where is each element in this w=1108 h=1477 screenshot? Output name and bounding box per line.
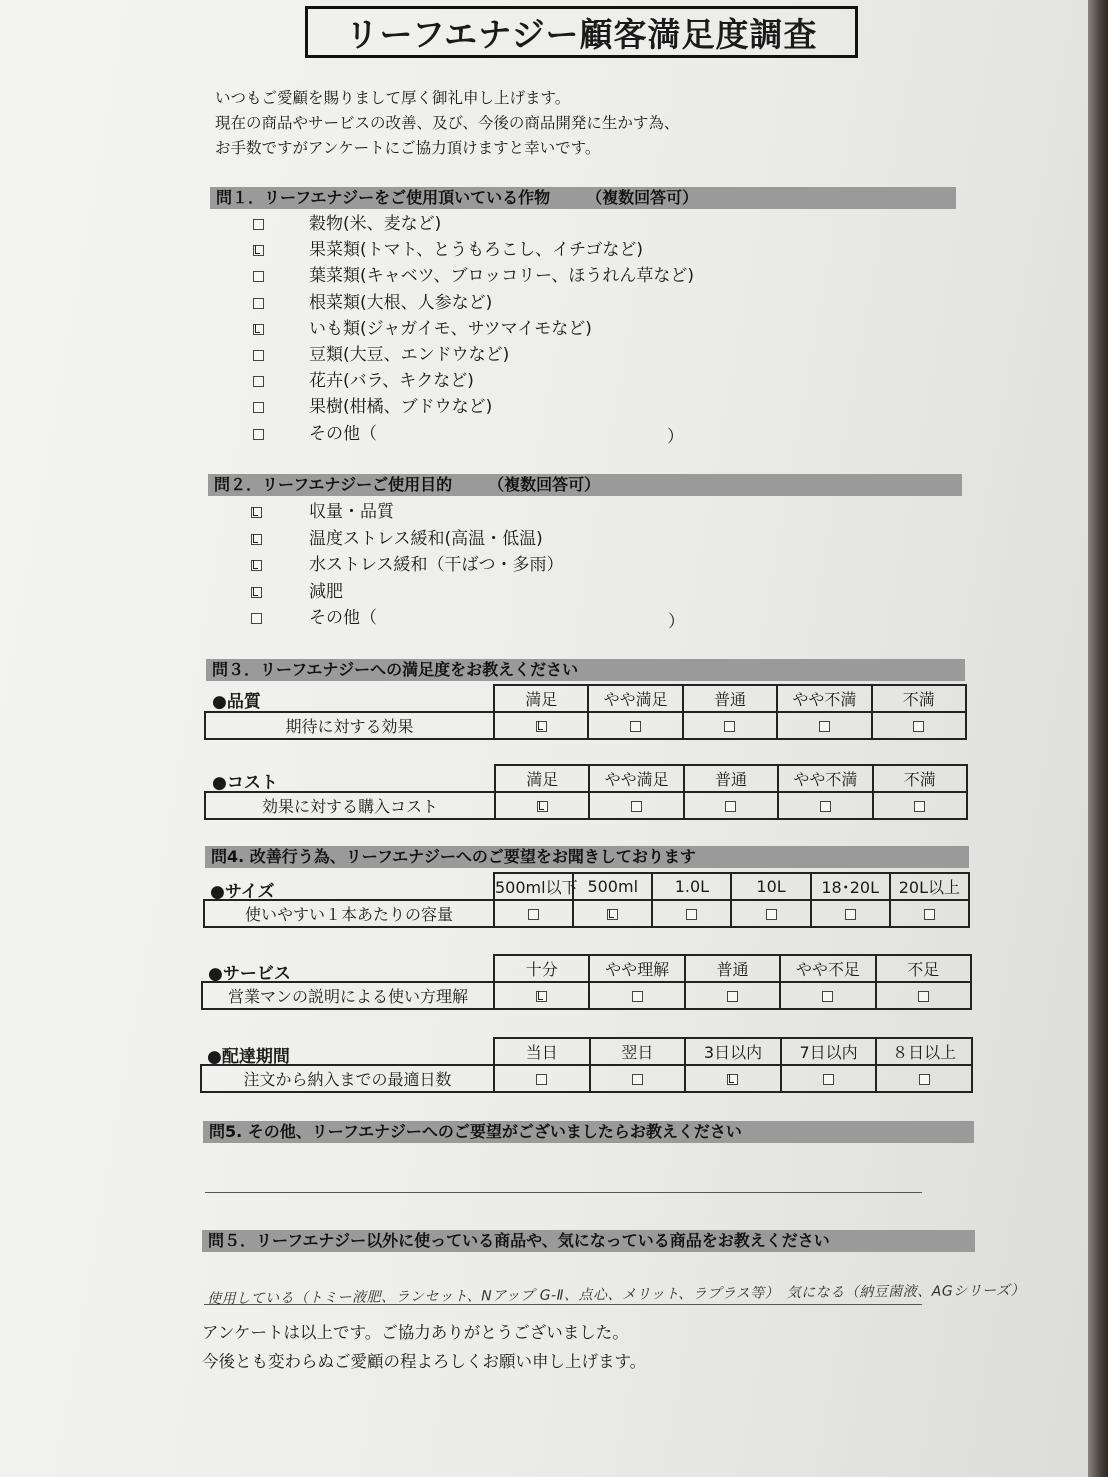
intro-line: 現在の商品やサービスの改善、及び、今後の商品開発に生かす為、 xyxy=(215,114,680,132)
size-choice-cell[interactable] xyxy=(494,900,573,927)
option-label: 花卉(バラ、キクなど) xyxy=(309,371,474,392)
size-choice-checkbox[interactable] xyxy=(924,909,935,920)
option-checkbox[interactable] xyxy=(253,271,264,282)
intro-text xyxy=(215,86,679,161)
size-choice-checkbox-wrap xyxy=(924,909,935,920)
size-choice-cell[interactable] xyxy=(890,900,969,927)
quality-choice-checkbox-wrap xyxy=(536,721,547,732)
cost-choice-cell[interactable] xyxy=(495,792,589,819)
size-column-header: 500ml xyxy=(573,873,652,900)
size-choice-checkbox[interactable] xyxy=(845,909,856,920)
cost-choice-checkbox-wrap xyxy=(725,801,736,812)
service-choice-checkbox[interactable] xyxy=(536,991,547,1002)
quality-choice-cell[interactable] xyxy=(683,712,777,739)
q2-note: （複数回答可） xyxy=(488,475,601,494)
size-table xyxy=(203,872,970,928)
option-label: 葉菜類(キャベツ、ブロッコリー、ほうれん草など) xyxy=(309,266,695,287)
quality-choice-checkbox-wrap xyxy=(913,721,924,732)
service-choice-checkbox[interactable] xyxy=(918,991,929,1002)
option-checkbox[interactable] xyxy=(253,376,264,387)
option-label: 果菜類(トマト、とうもろこし、イチゴなど) xyxy=(309,240,644,261)
delivery-column-header: ８日以上 xyxy=(876,1038,972,1065)
closing-line: アンケートは以上です。ご協力ありがとうございました。 xyxy=(202,1323,629,1342)
service-row-label: 営業マンの説明による使い方理解 xyxy=(202,982,494,1009)
cost-choice-checkbox[interactable] xyxy=(914,801,925,812)
service-choice-checkbox[interactable] xyxy=(632,991,643,1002)
size-choice-cell[interactable] xyxy=(811,900,890,927)
option-checkbox[interactable] xyxy=(251,587,262,598)
q3-heading: 問３．リーフエナジーへの満足度をお教えください xyxy=(206,659,965,681)
quality-label: ●品質 xyxy=(212,692,261,712)
cost-choice-checkbox-wrap xyxy=(537,801,548,812)
service-choice-cell[interactable] xyxy=(494,982,589,1009)
option-checkbox[interactable] xyxy=(253,245,264,256)
quality-column-header: やや不満 xyxy=(777,685,871,712)
quality-choice-checkbox-wrap xyxy=(630,721,641,732)
q1-heading-text: 問１．リーフエナジーをご使用頂いている作物 xyxy=(216,188,551,207)
option-checkbox[interactable] xyxy=(253,402,264,413)
size-head-blank xyxy=(204,873,494,900)
q1-heading xyxy=(210,187,956,209)
q4-heading: 問4. 改善行う為、リーフエナジーへのご要望をお聞きしております xyxy=(205,846,969,868)
q1-other-close-paren: ） xyxy=(667,427,684,447)
delivery-choice-cell[interactable] xyxy=(876,1065,972,1092)
quality-choice-checkbox[interactable] xyxy=(630,721,641,732)
delivery-choice-cell[interactable] xyxy=(781,1065,877,1092)
delivery-choice-checkbox-wrap xyxy=(919,1074,930,1085)
option-label: いも類(ジャガイモ、サツマイモなど) xyxy=(309,318,592,339)
service-choice-cell[interactable] xyxy=(589,982,684,1009)
quality-choice-cell[interactable] xyxy=(494,712,588,739)
intro-line: いつもご愛顧を賜りまして厚く御礼申し上げます。 xyxy=(215,89,571,107)
delivery-column-header: 翌日 xyxy=(590,1038,686,1065)
option-label: 豆類(大豆、エンドウなど) xyxy=(309,345,510,365)
q2-heading-text: 問２．リーフエナジーご使用目的 xyxy=(214,475,453,494)
option-label: 水ストレス緩和（干ばつ・多雨） xyxy=(309,555,564,575)
q5b-handwritten-answer: 使用している（トミー液肥、ランセット、Nアップ G-Ⅱ、点心、メリット、ラプラス等） 気になる（納豆菌液、AGシリーズ） xyxy=(206,1282,1026,1308)
size-choice-checkbox-wrap xyxy=(528,909,539,920)
size-label: ●サイズ xyxy=(210,882,275,902)
service-head-blank xyxy=(202,955,494,982)
size-choice-checkbox[interactable] xyxy=(607,909,618,920)
cost-column-header: 満足 xyxy=(495,765,589,792)
service-choice-checkbox-wrap xyxy=(632,991,643,1002)
cost-choice-checkbox[interactable] xyxy=(820,801,831,812)
cost-column-header: 不満 xyxy=(873,765,967,792)
delivery-column-header: 当日 xyxy=(494,1038,590,1065)
option-checkbox[interactable] xyxy=(253,429,264,440)
quality-choice-checkbox-wrap xyxy=(819,721,830,732)
delivery-choice-checkbox-wrap xyxy=(727,1074,738,1085)
service-choice-checkbox-wrap xyxy=(822,991,833,1002)
service-choice-checkbox-wrap xyxy=(536,991,547,1002)
option-label: その他（ xyxy=(309,608,377,628)
cost-column-header: やや不満 xyxy=(778,765,872,792)
cost-column-header: 普通 xyxy=(684,765,778,792)
option-checkbox[interactable] xyxy=(253,298,264,309)
delivery-choice-checkbox[interactable] xyxy=(536,1074,547,1085)
cost-choice-cell[interactable] xyxy=(589,792,683,819)
service-choice-checkbox-wrap xyxy=(727,991,738,1002)
cost-choice-checkbox[interactable] xyxy=(537,801,548,812)
cost-table xyxy=(204,764,968,820)
q5b-heading: 問５．リーフエナジー以外に使っている商品や、気になっている商品をお教えください xyxy=(202,1230,975,1252)
option-checkbox[interactable] xyxy=(251,534,262,545)
service-choice-checkbox[interactable] xyxy=(822,991,833,1002)
quality-column-header: やや満足 xyxy=(588,685,682,712)
size-choice-cell[interactable] xyxy=(573,900,652,927)
size-column-header: 20L以上 xyxy=(890,873,969,900)
option-checkbox[interactable] xyxy=(253,219,264,230)
service-choice-checkbox-wrap xyxy=(918,991,929,1002)
closing-line: 今後とも変わらぬご愛顧の程よろしくお願い申し上げます。 xyxy=(202,1352,647,1371)
cost-head-blank xyxy=(205,765,495,792)
size-choice-checkbox-wrap xyxy=(607,909,618,920)
size-column-header: 500ml以下 xyxy=(494,873,573,900)
option-label: 穀物(米、麦など) xyxy=(309,214,442,234)
size-choice-cell[interactable] xyxy=(652,900,731,927)
option-label: 減肥 xyxy=(309,581,343,602)
size-column-header: 1.0L xyxy=(652,873,731,900)
delivery-choice-checkbox[interactable] xyxy=(823,1074,834,1085)
service-column-header: 不足 xyxy=(876,955,971,982)
quality-choice-checkbox-wrap xyxy=(724,721,735,732)
service-column-header: やや理解 xyxy=(589,955,684,982)
cost-choice-cell[interactable] xyxy=(873,792,967,819)
delivery-row-label: 注文から納入までの最適日数 xyxy=(201,1065,494,1092)
delivery-label: ●配達期間 xyxy=(207,1047,290,1067)
delivery-table xyxy=(200,1037,973,1093)
option-label: 根菜類(大根、人参など) xyxy=(309,292,493,313)
intro-line: お手数ですがアンケートにご協力頂けますと幸いです。 xyxy=(215,139,601,157)
service-table xyxy=(201,954,972,1010)
size-choice-checkbox-wrap xyxy=(686,909,697,920)
quality-column-header: 普通 xyxy=(683,685,777,712)
quality-choice-cell[interactable] xyxy=(777,712,871,739)
delivery-choice-checkbox[interactable] xyxy=(727,1074,738,1085)
size-choice-checkbox[interactable] xyxy=(766,909,777,920)
size-choice-checkbox-wrap xyxy=(766,909,777,920)
cost-choice-checkbox[interactable] xyxy=(725,801,736,812)
quality-choice-checkbox[interactable] xyxy=(819,721,830,732)
service-choice-cell[interactable] xyxy=(876,982,971,1009)
option-label: その他（ xyxy=(309,423,377,444)
size-column-header: 18･20L xyxy=(811,873,890,900)
service-choice-cell[interactable] xyxy=(685,982,780,1009)
q5a-heading: 問5. その他、リーフエナジーへのご要望がございましたらお教えください xyxy=(203,1121,974,1143)
option-label: 温度ストレス緩和(高温・低温) xyxy=(309,528,543,549)
q2-heading xyxy=(208,474,962,496)
q1-note: （複数回答可） xyxy=(586,188,699,207)
q2-other-close-paren: ） xyxy=(668,612,685,632)
option-checkbox[interactable] xyxy=(251,560,262,571)
delivery-choice-checkbox-wrap xyxy=(823,1074,834,1085)
service-column-header: 十分 xyxy=(494,955,589,982)
delivery-choice-checkbox-wrap xyxy=(632,1074,643,1085)
cost-choice-checkbox[interactable] xyxy=(631,801,642,812)
delivery-choice-checkbox-wrap xyxy=(536,1074,547,1085)
desk-background xyxy=(1088,0,1108,1477)
cost-choice-cell[interactable] xyxy=(684,792,778,819)
quality-choice-cell[interactable] xyxy=(588,712,682,739)
delivery-choice-cell[interactable] xyxy=(494,1065,590,1092)
quality-row-label: 期待に対する効果 xyxy=(205,712,494,739)
q5b-answer-line[interactable] xyxy=(204,1304,922,1305)
size-row-label: 使いやすい１本あたりの容量 xyxy=(204,900,494,927)
delivery-choice-checkbox[interactable] xyxy=(919,1074,930,1085)
closing-text xyxy=(202,1318,646,1376)
delivery-choice-cell[interactable] xyxy=(590,1065,686,1092)
cost-row-label: 効果に対する購入コスト xyxy=(205,792,495,819)
quality-choice-checkbox[interactable] xyxy=(724,721,735,732)
service-choice-checkbox[interactable] xyxy=(727,991,738,1002)
service-column-header: 普通 xyxy=(685,955,780,982)
quality-choice-checkbox[interactable] xyxy=(536,721,547,732)
size-choice-checkbox[interactable] xyxy=(528,909,539,920)
cost-choice-checkbox-wrap xyxy=(820,801,831,812)
option-checkbox[interactable] xyxy=(253,324,264,335)
size-choice-cell[interactable] xyxy=(731,900,810,927)
q5a-answer-line[interactable] xyxy=(205,1192,922,1193)
service-label: ●サービス xyxy=(208,964,291,984)
cost-choice-checkbox-wrap xyxy=(631,801,642,812)
cost-choice-cell[interactable] xyxy=(778,792,872,819)
survey-title: リーフエナジー顧客満足度調査 xyxy=(305,6,858,58)
option-checkbox[interactable] xyxy=(251,507,262,518)
delivery-choice-checkbox[interactable] xyxy=(632,1074,643,1085)
service-choice-cell[interactable] xyxy=(780,982,875,1009)
option-checkbox[interactable] xyxy=(251,613,262,624)
size-choice-checkbox[interactable] xyxy=(686,909,697,920)
option-label: 果樹(柑橘、ブドウなど) xyxy=(309,397,493,418)
option-label: 収量・品質 xyxy=(309,502,394,522)
cost-label: ●コスト xyxy=(212,773,278,793)
quality-choice-checkbox[interactable] xyxy=(913,721,924,732)
quality-table xyxy=(204,684,967,740)
quality-choice-cell[interactable] xyxy=(872,712,966,739)
delivery-column-header: 7日以内 xyxy=(781,1038,877,1065)
quality-column-header: 不満 xyxy=(872,685,966,712)
cost-column-header: やや満足 xyxy=(589,765,683,792)
cost-choice-checkbox-wrap xyxy=(914,801,925,812)
quality-head-blank xyxy=(205,685,494,712)
quality-column-header: 満足 xyxy=(494,685,588,712)
service-column-header: やや不足 xyxy=(780,955,875,982)
size-column-header: 10L xyxy=(731,873,810,900)
delivery-choice-cell[interactable] xyxy=(685,1065,781,1092)
delivery-column-header: 3日以内 xyxy=(685,1038,781,1065)
option-checkbox[interactable] xyxy=(253,350,264,361)
size-choice-checkbox-wrap xyxy=(845,909,856,920)
delivery-head-blank xyxy=(201,1038,494,1065)
